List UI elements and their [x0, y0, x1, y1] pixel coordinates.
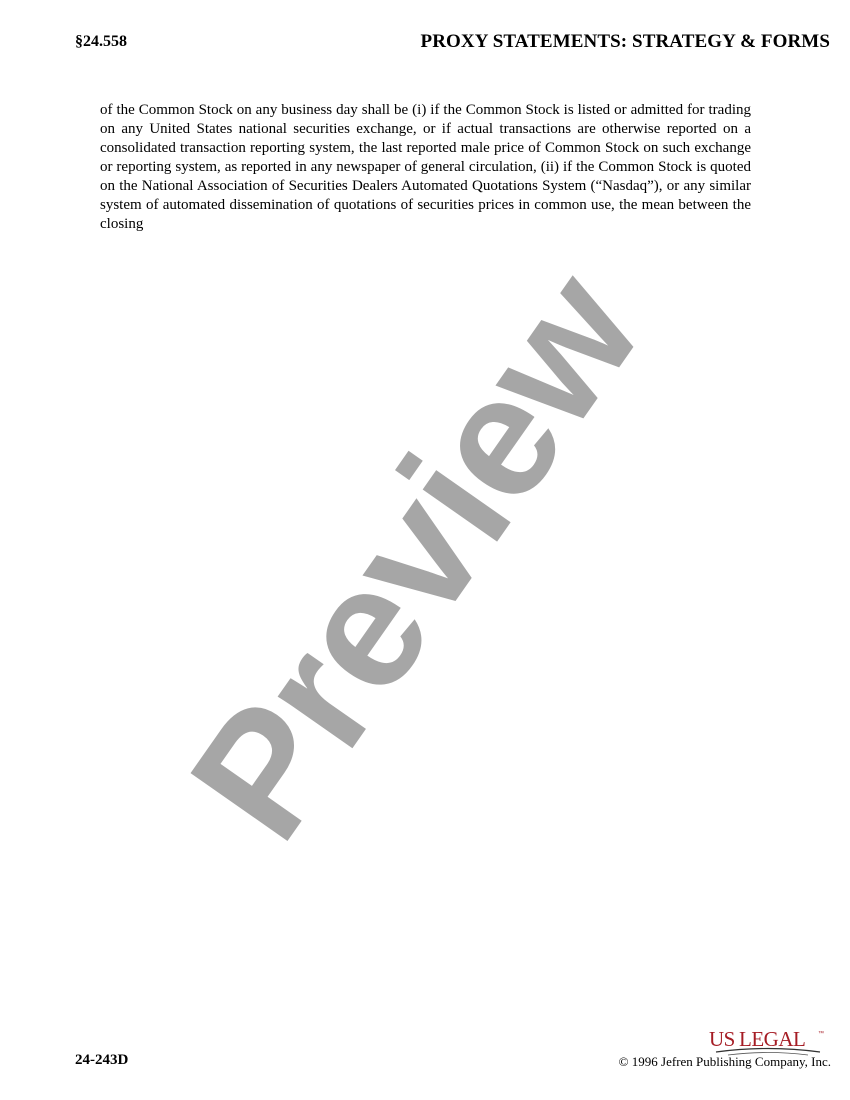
running-title: PROXY STATEMENTS: STRATEGY & FORMS — [420, 31, 830, 52]
uslegal-logo — [708, 1026, 828, 1062]
svg-text:LEGAL: LEGAL — [739, 1027, 806, 1051]
page-id: 24-243D — [75, 1052, 129, 1068]
body-paragraph: of the Common Stock on any business day shall be (i) if the Common Stock is listed or admitted for trading on any United States national securities exchange, or if actual transactions are otherwise reported on a consolidated transaction reporting system, the last reported male price of Common Stock on such exchange or reporting system, as reported in any newspaper of general circulation, (ii) if the Common Stock is quoted on the National Association of Securities Dealers Automated Quotations System (“Nasdaq”), or any similar system of automated dissemination of quotations of securities prices in common use, the mean between the closing — [100, 102, 751, 232]
svg-text:™: ™ — [818, 1031, 824, 1037]
preview-watermark: Preview — [153, 240, 677, 872]
copyright-notice: © 1996 Jefren Publishing Company, Inc. — [618, 1054, 831, 1069]
svg-text:US: US — [709, 1027, 735, 1051]
section-number: §24.558 — [75, 33, 127, 50]
